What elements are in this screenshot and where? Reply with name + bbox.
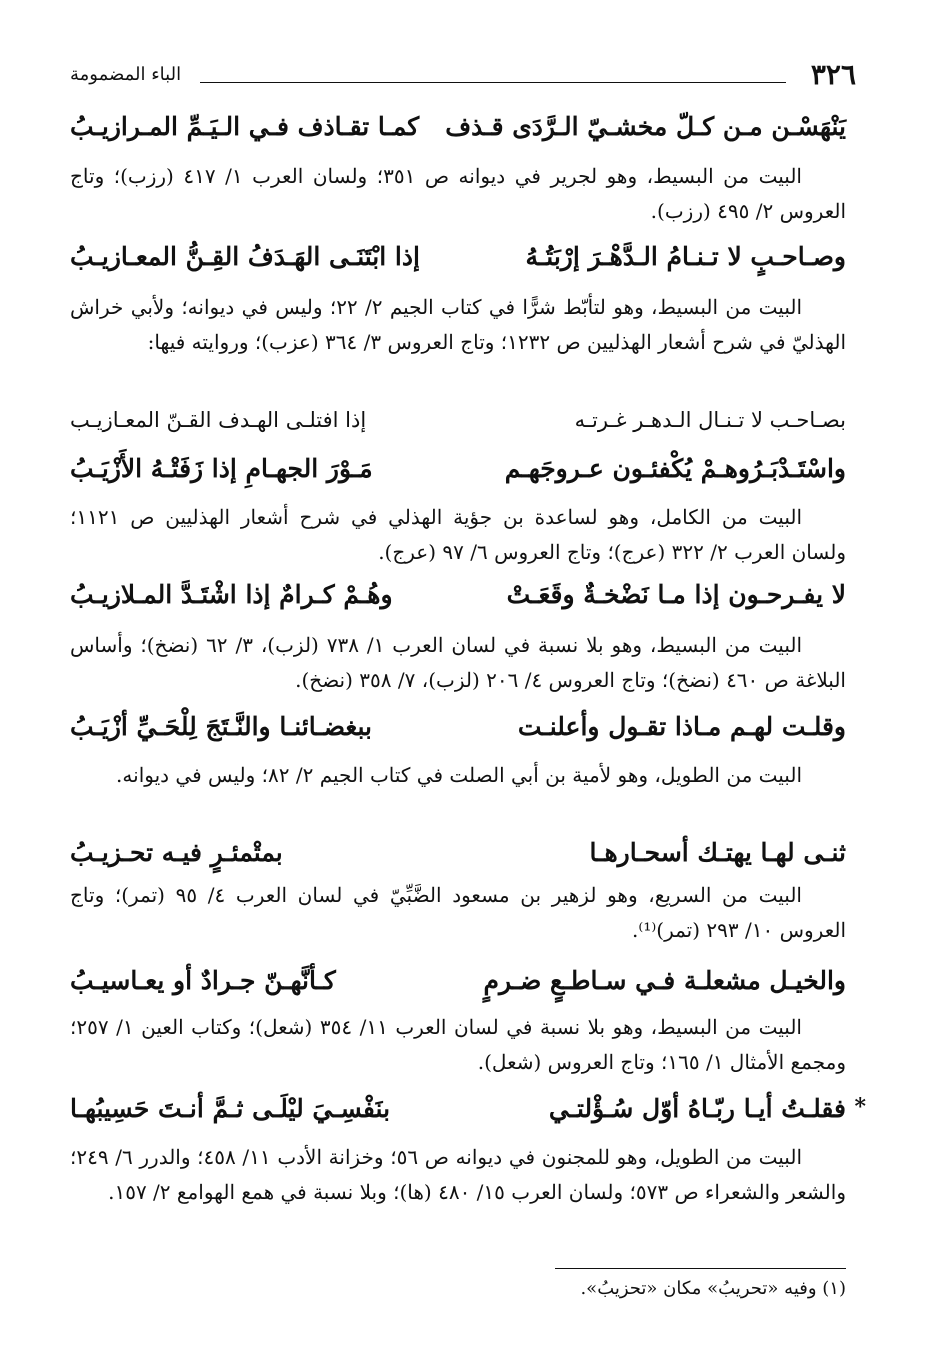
verse-second-hemistich: بنَفْسِـيَ ليْلَـى ثـمَّ أنـتَ حَسِيبُهـا	[70, 1094, 391, 1123]
verse-note: البيت من الطويل، وهو لأمية بن أبي الصلت في كتاب الجيم ٢/ ٨٢؛ وليس في ديوانه.	[116, 763, 802, 787]
verse-note: البيت من البسيط، وهو بلا نسبة في لسان العرب ١/ ٧٣٨ (لزب)، ٣/ ٦٢ (نضخ)؛ وأساس البلاغة ص ٤٦٠ (نضخ)؛ وتاج العروس ٤/ ٢٠٦ (لزب)، ٧/ ٣٥٨ (نضخ).	[70, 633, 846, 692]
verse-line	[70, 1094, 866, 1134]
verse-line	[70, 580, 846, 620]
header-rule	[200, 82, 786, 83]
verse-first-hemistich: فقلـتُ أيـا ربّـاهُ أوّل سُـؤْلتـي	[548, 1094, 846, 1123]
verse-first-hemistich: وقلـت لهـم مـاذا تقـول وأعلنـت	[517, 712, 846, 741]
verse-first-hemistich: يَنْهَسْـن مـن كـلّ مخشـيّ الـرَّدَى قـذف	[445, 112, 846, 141]
variant-verse-line	[70, 408, 846, 448]
verse-first-hemistich: لا يفـرحـون إذا مـا نَضْخـةٌ وقَعَـتْ	[506, 580, 846, 609]
verse-line	[70, 454, 846, 494]
footnote-rule	[555, 1268, 846, 1269]
verse-second-hemistich: مَـوْرَ الجهـامِ إذا زَفَتْـهُ الأَزْيَـبُ	[70, 454, 373, 483]
verse-note: البيت من السريع، وهو لزهير بن مسعود الضَّبِّيّ في لسان العرب ٤/ ٩٥ (تمر)؛ وتاج العروس ١٠/ ٢٩٣ (تمر)⁽¹⁾.	[70, 883, 846, 942]
verse-line	[70, 966, 846, 1006]
verse-line	[70, 242, 846, 282]
page-header	[70, 58, 856, 92]
variant-first-hemistich: بصـاحـب لا تـنـال الـدهـر غـرتـه	[574, 408, 846, 432]
variant-second-hemistich: إذا افتلـى الهـدف القـنّ المعـازيـب	[70, 408, 367, 432]
verse-second-hemistich: وهُـمْ كـرامٌ إذا اشْتَـدَّ المـلازيـبُ	[70, 580, 393, 609]
verse-second-hemistich: بمتْمئـرٍ فيـه تحـزيـبُ	[70, 838, 283, 867]
verse-note: البيت من الطويل، وهو للمجنون في ديوانه ص ٥٦؛ وخزانة الأدب ١١/ ٤٥٨؛ والدرر ٦/ ٢٤٩؛ والشعر والشعراء ص ٥٧٣؛ ولسان العرب ١٥/ ٤٨٠ (ها)؛ وبلا نسبة في همع الهوامع ٢/ ١٥٧.	[70, 1145, 846, 1204]
verse-second-hemistich: إذا ابْتَنَـى الهَـدَفُ القِـنُّ المعـازيـبُ	[70, 242, 420, 271]
page-number: ٣٢٦	[810, 58, 856, 91]
verse-line	[70, 712, 846, 752]
verse-first-hemistich: واسْتَـدْبَـرُوهـمْ يُكْفئـون عـروجَهـم	[504, 454, 846, 483]
asterisk-marker: *	[854, 1094, 866, 1120]
verse-note: البيت من البسيط، وهو لجرير في ديوانه ص ٣٥١؛ ولسان العرب ١/ ٤١٧ (رزب)؛ وتاج العروس ٢/ ٤٩٥ (رزب).	[70, 164, 846, 223]
verse-first-hemistich: وصـاحـبٍ لا تـنـامُ الـدَّهْـرَ إرْبَتُـهُ	[525, 242, 846, 271]
verse-line	[70, 838, 846, 878]
footnote: (١) وفيه «تحريبُ» مكان «تحزيبُ».	[580, 1278, 846, 1299]
verse-first-hemistich: ثنـى لهـا يهتـك أسحـارهـا	[589, 838, 846, 867]
chapter-title: الباء المضمومة	[70, 64, 182, 85]
verse-second-hemistich: ببغضـائنـا والنَّـتَجَ لِلْحَـيِّ أزْيَـبُ	[70, 712, 372, 741]
verse-second-hemistich: كـأنَّهـنّ جـرادٌ أو يعـاسيـبُ	[70, 966, 336, 995]
verse-note: البيت من البسيط، وهو لتأبّط شرًّا في كتاب الجيم ٢/ ٢٢؛ وليس في ديوانه؛ ولأبي خراش الهذليّ في شرح أشعار الهذليين ص ١٢٣٢؛ وتاج العروس ٣/ ٣٦٤ (عزب)؛ وروايته فيها:	[70, 295, 846, 354]
verse-line	[70, 112, 846, 152]
verse-second-hemistich: كمـا تقـاذف فـي الـيَـمِّ المـرازيـبُ	[70, 112, 420, 141]
verse-first-hemistich: والخيـل مشعلـة فـي سـاطـعٍ ضـرمٍ	[483, 966, 846, 995]
verse-note: البيت من البسيط، وهو بلا نسبة في لسان العرب ١١/ ٣٥٤ (شعل)؛ وكتاب العين ١/ ٢٥٧؛ ومجمع الأمثال ١/ ١٦٥؛ وتاج العروس (شعل).	[70, 1015, 846, 1074]
verse-note: البيت من الكامل، وهو لساعدة بن جؤية الهذلي في شرح أشعار الهذليين ص ١١٢١؛ ولسان العرب ٢/ ٣٢٢ (عرج)؛ وتاج العروس ٦/ ٩٧ (عرج).	[70, 505, 846, 564]
